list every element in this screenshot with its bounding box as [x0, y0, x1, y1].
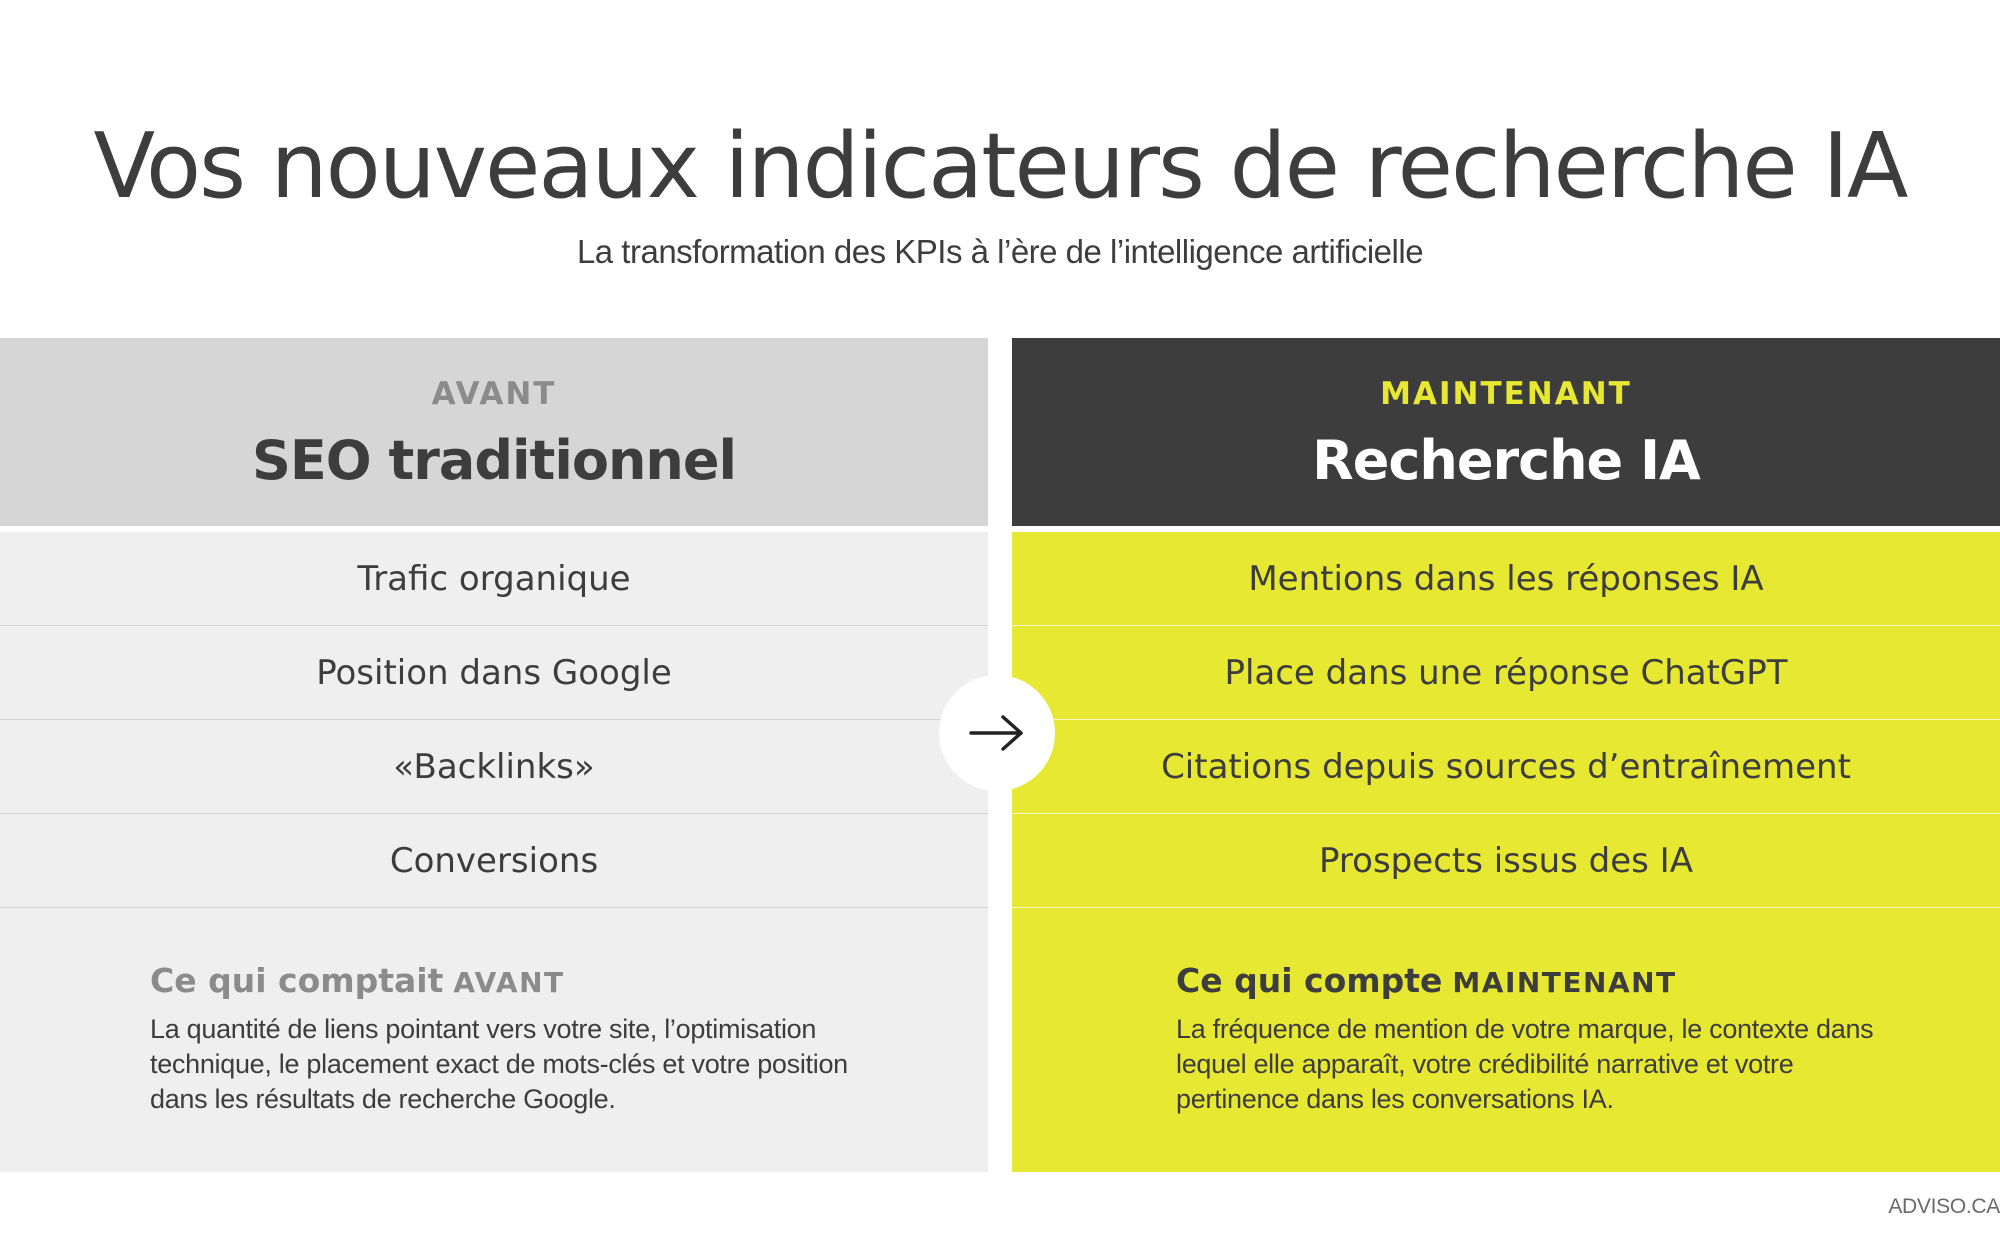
kpi-row: Citations depuis sources d’entraînement: [1012, 720, 2000, 814]
kpi-row: Position dans Google: [0, 626, 988, 720]
kpi-row: Trafic organique: [0, 532, 988, 626]
after-header: [1012, 338, 2000, 526]
before-kpi-list: [0, 532, 988, 908]
summary-heading-text: Ce qui comptait: [150, 961, 444, 1000]
page-title: Vos nouveaux indicateurs de recherche IA: [93, 114, 1907, 219]
before-summary: [150, 958, 870, 1117]
after-summary-text: La fréquence de mention de votre marque, le contexte dans lequel elle apparaît, votre crédibilité narrative et votre pertinence dans les conversations IA.: [1176, 1014, 1874, 1114]
arrow-right-icon: [969, 713, 1025, 753]
before-summary-text: La quantité de liens pointant vers votre site, l’optimisation technique, le placement exact de mots-clés et votre position dans les résultats de recherche Google.: [150, 1014, 848, 1114]
after-summary-heading: [1176, 958, 1896, 1006]
kpi-row: Place dans une réponse ChatGPT: [1012, 626, 2000, 720]
after-tag: MAINTENANT: [1380, 376, 1632, 412]
before-column: [0, 338, 988, 1172]
after-title: Recherche IA: [1312, 429, 1700, 492]
summary-heading-text: Ce qui compte: [1176, 961, 1443, 1000]
summary-heading-tag: MAINTENANT: [1452, 966, 1677, 999]
kpi-row: Mentions dans les réponses IA: [1012, 532, 2000, 626]
after-column: [1012, 338, 2000, 1172]
kpi-row: «Backlinks»: [0, 720, 988, 814]
before-tag: AVANT: [431, 376, 557, 412]
page-subtitle: La transformation des KPIs à l’ère de l’intelligence artificielle: [576, 233, 1424, 270]
kpi-row: Prospects issus des IA: [1012, 814, 2000, 908]
kpi-row: Conversions: [0, 814, 988, 908]
before-header: [0, 338, 988, 526]
brand-footer: ADVISO.CA: [1888, 1195, 2000, 1218]
after-summary: [1176, 958, 1896, 1117]
before-title: SEO traditionnel: [252, 429, 736, 492]
before-summary-heading: [150, 958, 870, 1006]
transition-badge: [939, 675, 1055, 791]
after-kpi-list: [1012, 532, 2000, 908]
summary-heading-tag: AVANT: [453, 966, 565, 999]
